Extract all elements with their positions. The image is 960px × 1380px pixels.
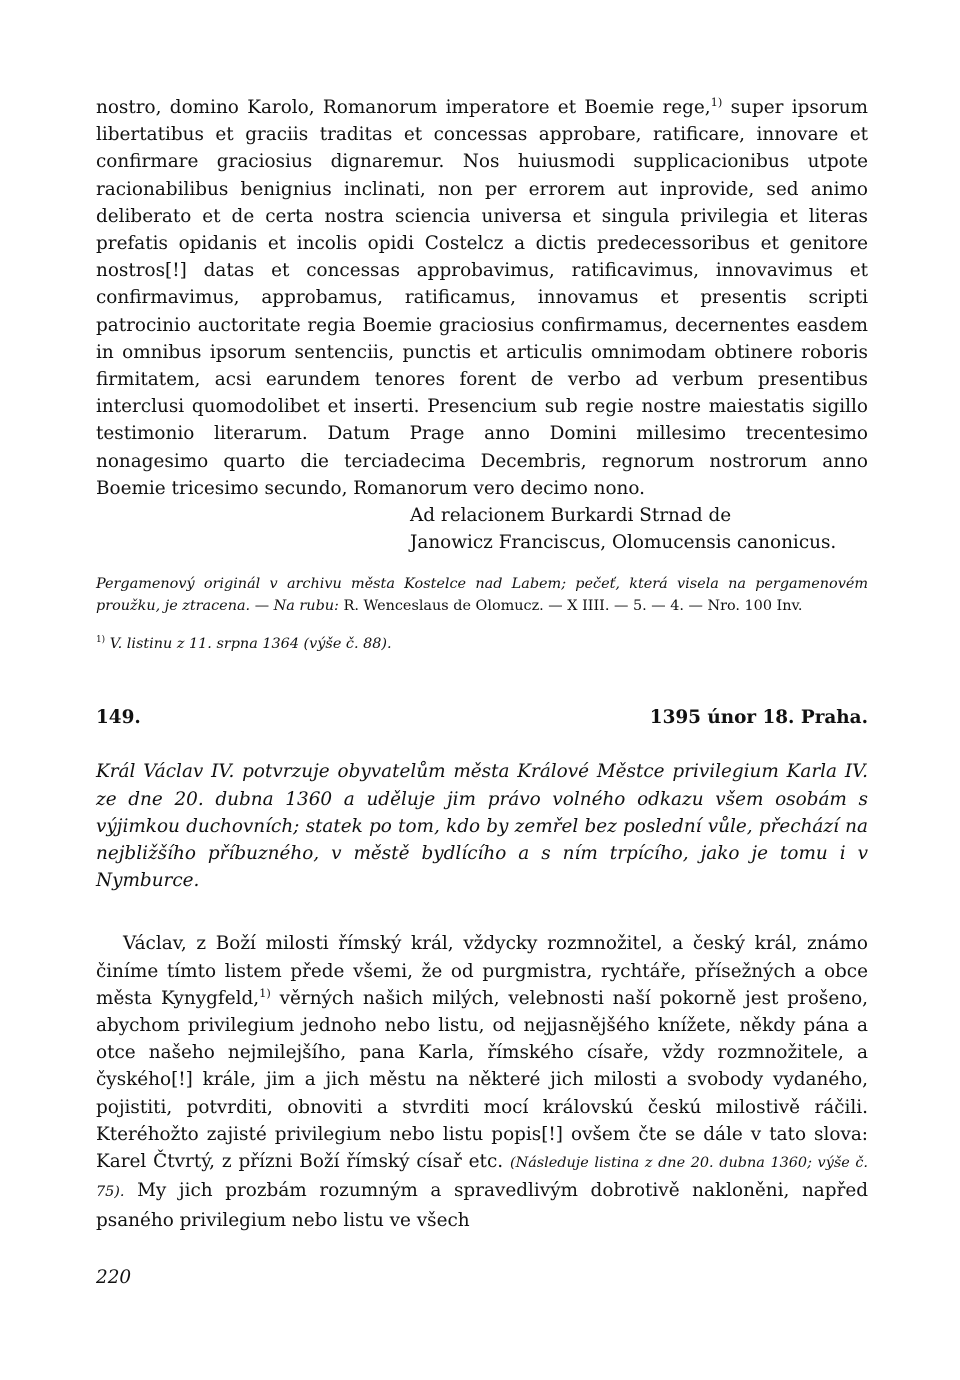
body2-part-2: věrných našich milých, velebnosti naší pokorně jest prošeno, abychom privilegium jednoho nebo listu, od nejjasnějšého knížete, někdy pána a otce našeho nejmilejšího, pana Karla, římského císaře, vždy rozmnožitele, a čyského[!] krále, jim a jich městu na některé jich milosti a svobody vydaného, pojistiti, potvrditi, obnoviti a stvrditi mocí královskú českú milostivě ráčili. Kteréhožto zajisté privilegium nebo listu popis[!] ovšem čte se dále v tato slova: Karel Čtvrtý, z přízni Boží římský císař etc.	[96, 987, 869, 1173]
body2-part-3: My jich prozbám rozumným a spravedlivým dobrotivě nakloněni, napřed psaného privilegium nebo listu ve všech	[96, 1180, 868, 1231]
latin-charter-text	[96, 94, 868, 502]
entry-date: 1395 únor 18. Praha.	[649, 707, 868, 729]
body2-part-1: Václav, z Boží milosti římský král, vždycky rozmnožitel, a český král, známo činíme tímto listem přede všemi, že od purgmistra, rychtáře, přísežných a obce města Kynygfeld,	[96, 933, 868, 1009]
entry-heading	[96, 705, 868, 731]
footnote-ref: 1)	[710, 94, 723, 109]
paragraph-part-2: super ipsorum libertatibus et graciis traditas et concessas approbare, ratificare, innovare et confirmare graciosius dignaremur. Nos huiusmodi supplicacionibus utpote racionabilibus benignius inclinati, non per errorem aut inprovide, sed animo deliberato et de certa nostra sciencia universa et singula privilegia et literas prefatis opidanis et incolis opidi Costelcz a dictis predecessoribus et genitore nostros[!] datas et concessas approbavimus, ratificavimus, innovavimus et confirmavimus, approbamus, ratificamus, innovamus et presentis scripti patrocinio auctoritate regia Boemie graciosius confirmamus, decernentes easdem in omnibus ipsorum sentenciis, punctis et articulis omnimodam obtinere roboris firmitatem, acsi earundem tenores forent de verbo ad verbum presentibus interclusi quomodolibet et inserti. Presencium sub regie nostre maiestatis sigillo testimonio literarum. Datum Prage anno Domini millesimo trecentesimo nonagesimo quarto die terciadecima Decembris, regnorum nostrorum anno Boemie tricesimo secundo, Romanorum vero decimo nono.	[96, 97, 868, 499]
footnote-mark: 1)	[96, 635, 106, 646]
note-italic-2: Na rubu:	[273, 597, 339, 614]
footnote-ref-2: 1)	[259, 985, 271, 1000]
archival-note	[96, 574, 868, 617]
signature-line-1: Ad relacionem Burkardi Strnad de	[410, 505, 732, 527]
note-italic-1: Pergamenový originál v archivu města Kostelce nad Labem; pečeť, která visela na pergamenovém proužku, je ztracena.	[96, 576, 868, 614]
signature-line-2: Janowicz Franciscus, Olomucensis canonicus.	[410, 532, 837, 554]
note-rest: R. Wenceslaus de Olomucz. — X IIII. — 5. — 4. — Nro. 100 Inv.	[338, 597, 803, 614]
entry-number: 149.	[96, 707, 141, 729]
footnote-text: V. listinu z 11. srpna 1364 (výše č. 88).	[109, 636, 392, 653]
body2-reference: (Následuje listina z dne 20. dubna 1360; výše č. 75).	[96, 1155, 868, 1201]
page-number: 220	[96, 1267, 132, 1288]
page-content	[96, 94, 868, 1234]
regest: Král Václav IV. potvrzuje obyvatelům města Králové Městce privilegium Karla IV. ze dne 20. dubna 1360 a uděluje jim právo volného odkazu všem osobám s výjimkou duchovních; statek po tom, kdo by zemřel bez poslední vůle, přechází na nejbližšího příbuzného, v městě bydlícího a s ním trpícího, jako je tomu i v Nymburce.	[96, 761, 868, 892]
czech-charter-text	[96, 930, 868, 1233]
footnote	[96, 634, 868, 654]
paragraph-part-1: nostro, domino Karolo, Romanorum imperatore et Boemie rege,	[96, 97, 711, 118]
note-dash: —	[250, 597, 274, 614]
